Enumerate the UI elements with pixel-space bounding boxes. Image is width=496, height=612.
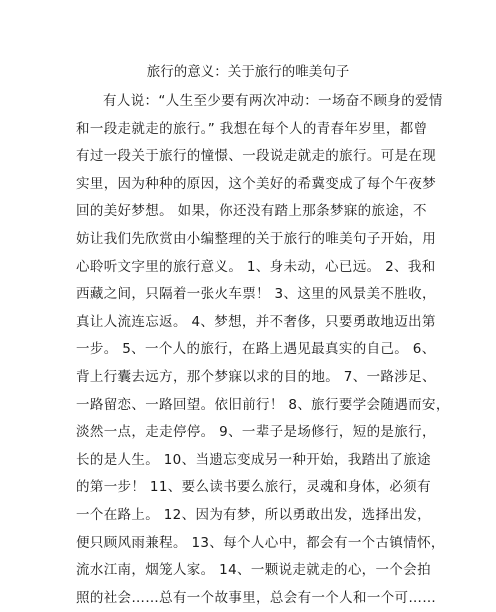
text-line: 回的美好梦想。 如果，你还没有踏上那条梦寐的旅途，不	[76, 203, 427, 220]
text-line: 实里，因为种种的原因，这个美好的希冀变成了每个午夜梦	[76, 175, 437, 192]
text-line: 照的社会……总有一个故事里，总会有一个人和一个可……	[76, 589, 437, 606]
text-line: 妨让我们先欣赏由小编整理的关于旅行的唯美句子开始，用	[76, 230, 437, 247]
text-line: 有过一段关于旅行的憧憬、一段说走就走的旅行。可是在现	[76, 148, 437, 165]
text-line: 的第一步！ 11、要么读书要么旅行，灵魂和身体，必须有	[76, 479, 431, 496]
text-line: 真让人流连忘返。 4、梦想，并不奢侈，只要勇敢地迈出第	[76, 313, 436, 330]
text-line: 一个在路上。 12、因为有梦，所以勇敢出发，选择出发，	[76, 506, 431, 523]
document-title: 旅行的意义：关于旅行的唯美句子	[146, 64, 350, 80]
text-line: 流水江南，烟笼人家。 14、一颗说走就走的心，一个会拍	[76, 562, 431, 579]
text-line: 一路留恋、一路回望。依旧前行！ 8、旅行要学会随遇而安，	[76, 396, 450, 413]
text-line: 一步。 5、一个人的旅行，在路上遇见最真实的自己。 6、	[76, 341, 436, 358]
text-line: 背上行囊去远方，那个梦寐以求的目的地。 7、一路涉足、	[76, 368, 436, 385]
text-line: 长的是人生。 10、当遗忘变成另一种开始，我踏出了旅途	[76, 451, 431, 468]
document-body	[76, 88, 450, 612]
text-line: 西藏之间，只隔着一张火车票！ 3、这里的风景美不胜收，	[76, 286, 436, 303]
text-line: 和一段走就走的旅行。” 我想在每个人的青春年岁里，都曾	[76, 120, 428, 137]
text-line: 淡然一点，走走停停。 9、一辈子是场修行，短的是旅行，	[76, 424, 436, 441]
text-line: 便只顾风雨兼程。 13、每个人心中，都会有一个古镇情怀，	[76, 534, 445, 551]
text-line: 心聆听文字里的旅行意义。 1、身未动，心已远。 2、我和	[76, 258, 436, 275]
text-line: 有人说：“人生至少要有两次冲动：一场奋不顾身的爱情	[103, 93, 443, 109]
